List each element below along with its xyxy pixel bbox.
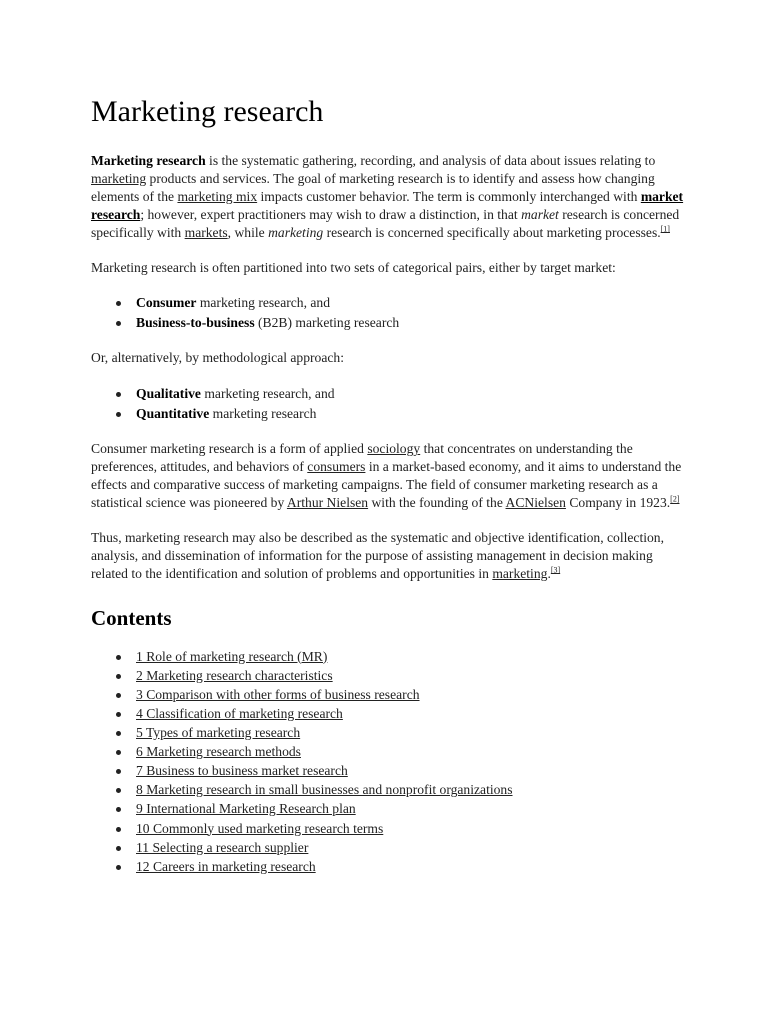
- intro-text-4: ; however, expert practitioners may wish to draw a distinction, in that: [140, 206, 522, 222]
- reference-link-3[interactable]: [3]: [550, 565, 561, 575]
- list-item: [91, 404, 688, 424]
- toc-link-8[interactable]: 8 Marketing research in small businesses and nonprofit organizations: [136, 782, 513, 798]
- reference-2: [670, 495, 679, 504]
- bullet-icon: [116, 846, 121, 851]
- intro-text-2: products and services. The goal of marketing research is to identify and assess how changing elements of the: [91, 170, 655, 204]
- page-title: Marketing research: [91, 95, 324, 128]
- list-item-term: Quantitative: [136, 405, 210, 421]
- bullet-icon: [116, 807, 121, 812]
- list-item-text: (B2B) marketing research: [254, 314, 400, 330]
- list-item: [91, 293, 688, 313]
- toc-item: [91, 799, 688, 818]
- list-item-term: Business-to-business: [136, 314, 255, 330]
- consumer-text-5: Company in 1923.: [565, 495, 671, 511]
- toc-link-4[interactable]: 4 Classification of marketing research: [136, 705, 343, 721]
- intro-text-5: research is concerned specifically with: [91, 206, 680, 240]
- reference-1: [661, 224, 670, 233]
- bullet-icon: [116, 712, 121, 717]
- intro-text-6: , while: [227, 224, 269, 240]
- contents-heading: Contents: [91, 605, 172, 630]
- bullet-icon: [116, 865, 121, 870]
- reference-3: [551, 565, 560, 574]
- bullet-icon: [116, 693, 121, 698]
- toc-link-9[interactable]: 9 International Marketing Research plan: [136, 801, 356, 817]
- toc-item: [91, 780, 688, 799]
- table-of-contents: [91, 647, 688, 876]
- toc-item: [91, 819, 688, 838]
- list-item: [91, 313, 688, 333]
- intro-em-market: market: [521, 206, 559, 222]
- toc-item: [91, 704, 688, 723]
- bullet-icon: [116, 788, 121, 793]
- method-list: [91, 384, 688, 423]
- toc-link-1[interactable]: 1 Role of marketing research (MR): [136, 648, 328, 664]
- partition-paragraph: Marketing research is often partitioned into two sets of categorical pairs, either by target market:: [91, 259, 616, 275]
- toc-item: [91, 761, 688, 780]
- link-marketing-2[interactable]: marketing: [492, 565, 548, 581]
- consumer-text-3: in a market-based economy, and it aims to understand the effects and comparative success of marketing campaigns. The field of consumer marketing research as a statistical science was pioneered by: [91, 459, 682, 511]
- thus-text-2: .: [547, 565, 551, 581]
- consumer-text-4: with the founding of the: [368, 495, 506, 511]
- consumer-text-1: Consumer marketing research is a form of applied: [91, 441, 368, 457]
- intro-term: Marketing research: [91, 153, 206, 168]
- intro-em-marketing: marketing: [268, 224, 324, 240]
- bullet-icon: [116, 392, 121, 397]
- list-item-term: Qualitative: [136, 386, 201, 402]
- toc-item: [91, 647, 688, 666]
- link-marketing-mix[interactable]: marketing mix: [177, 188, 258, 204]
- toc-link-6[interactable]: 6 Marketing research methods: [136, 744, 301, 760]
- bullet-icon: [116, 655, 121, 660]
- toc-link-12[interactable]: 12 Careers in marketing research: [136, 858, 316, 874]
- bullet-icon: [116, 301, 121, 306]
- link-marketing[interactable]: marketing: [91, 170, 147, 186]
- reference-link-2[interactable]: [2]: [670, 494, 680, 504]
- list-item-text: marketing research: [209, 405, 317, 421]
- intro-text-7: research is concerned specifically about marketing processes.: [323, 224, 661, 240]
- list-item: [91, 384, 688, 404]
- intro-paragraph: [91, 152, 688, 242]
- toc-item: [91, 685, 688, 704]
- bullet-icon: [116, 674, 121, 679]
- link-market-research[interactable]: market research: [91, 188, 684, 222]
- toc-item: [91, 723, 688, 742]
- thus-text-1: Thus, marketing research may also be described as the systematic and objective identification, collection, analysis, and dissemination of information for the purpose of assisting management in decision making related to the identification and solution of problems and opportunities in: [91, 529, 665, 581]
- toc-item: [91, 666, 688, 685]
- toc-link-10[interactable]: 10 Commonly used marketing research terms: [136, 820, 384, 836]
- list-item-text: marketing research, and: [196, 295, 331, 311]
- intro-text-1: is the systematic gathering, recording, and analysis of data about issues relating to: [205, 153, 656, 168]
- reference-link-1[interactable]: [1]: [660, 224, 670, 234]
- link-acnielsen[interactable]: ACNielsen: [505, 495, 566, 511]
- link-markets[interactable]: markets: [184, 224, 228, 240]
- thus-paragraph: [91, 529, 688, 583]
- link-sociology[interactable]: sociology: [367, 441, 421, 457]
- link-arthur-nielsen[interactable]: Arthur Nielsen: [286, 495, 369, 511]
- consumer-paragraph: [91, 440, 688, 512]
- bullet-icon: [116, 827, 121, 832]
- toc-link-11[interactable]: 11 Selecting a research supplier: [136, 839, 309, 855]
- bullet-icon: [116, 321, 121, 326]
- bullet-icon: [116, 750, 121, 755]
- toc-item: [91, 742, 688, 761]
- list-item-term: Consumer: [136, 295, 197, 311]
- toc-link-7[interactable]: 7 Business to business market research: [136, 763, 348, 779]
- bullet-icon: [116, 769, 121, 774]
- toc-item: [91, 838, 688, 857]
- bullet-icon: [116, 731, 121, 736]
- bullet-icon: [116, 412, 121, 417]
- toc-link-3[interactable]: 3 Comparison with other forms of business research: [136, 686, 420, 702]
- intro-text-3: impacts customer behavior. The term is commonly interchanged with: [257, 188, 641, 204]
- toc-link-2[interactable]: 2 Marketing research characteristics: [136, 667, 333, 683]
- alternative-paragraph: Or, alternatively, by methodological approach:: [91, 350, 344, 366]
- toc-link-5[interactable]: 5 Types of marketing research: [136, 725, 301, 741]
- link-consumers[interactable]: consumers: [307, 459, 366, 475]
- list-item-text: marketing research, and: [200, 386, 335, 402]
- toc-item: [91, 857, 688, 876]
- consumer-text-2: that concentrates on understanding the preferences, attitudes, and behaviors of: [91, 441, 633, 475]
- target-market-list: [91, 293, 688, 332]
